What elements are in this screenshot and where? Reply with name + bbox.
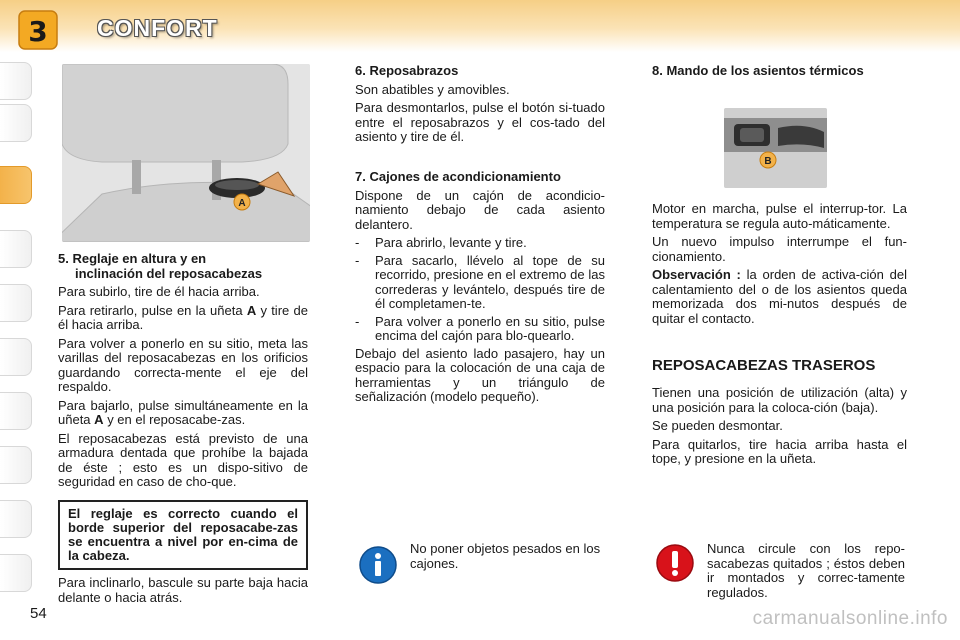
observation-label: Observación : [652, 267, 741, 282]
paragraph-7-2: Debajo del asiento lado pasajero, hay un espacio para la colocación de una caja de herramientas y un triángulo de señalización (modelo pequeño). [355, 345, 605, 404]
heading-8: 8. Mando de los asientos térmicos [652, 63, 864, 78]
heading-5-line1: 5. Reglaje en altura y en [58, 251, 207, 266]
chapter-number: 3 [28, 15, 48, 48]
section-title-rear-headrests: REPOSACABEZAS TRASEROS [652, 357, 876, 374]
side-tab-3-active[interactable] [0, 166, 32, 204]
info-note-text: No poner objetos pesados en los cajones. [410, 541, 601, 571]
paragraph-5-6: Para inclinarlo, bascule su parte baja hacia delante o hacia atrás. [58, 575, 308, 605]
paragraph-6-1: Son abatibles y amovibles. [355, 81, 510, 97]
side-tab-6[interactable] [0, 338, 32, 376]
warning-note-text: Nunca circule con los repo-sacabezas quitados ; éstos deben ir montados y correc-tamente regulados. [707, 541, 905, 600]
side-tab-4[interactable] [0, 230, 32, 268]
paragraph-r-3: Para quitarlos, tire hacia arriba hasta el tope, y presione en la uñeta. [652, 436, 907, 466]
paragraph-5-5: El reposacabezas está previsto de una armadura dentada que prohíbe la bajada de éste ; esto es un dispo-sitivo de seguridad en caso de cho-que. [58, 430, 308, 489]
paragraph-7-1: Dispone de un cajón de acondicio-namiento debajo de cada asiento delantero. [355, 187, 605, 232]
figure-label-a: A [238, 198, 246, 209]
paragraph-5-2: Para retirarlo, pulse en la uñeta A y tire de él hacia arriba. [58, 302, 308, 332]
column-3 [652, 202, 907, 330]
figure-label-b: B [764, 156, 772, 167]
page-number: 54 [30, 605, 47, 622]
heading-5 [58, 252, 308, 281]
side-tab-9[interactable] [0, 500, 32, 538]
paragraph-8-2: Un nuevo impulso interrumpe el fun-cionamiento. [652, 234, 907, 264]
headrest-figure [62, 64, 310, 242]
paragraph-5-3: Para volver a ponerlo en su sitio, meta las varillas del reposacabezas en los orificios guardando correcta-mente el eje del respaldo. [58, 335, 308, 394]
paragraph-5-1: Para subirlo, tire de él hacia arriba. [58, 284, 260, 299]
heading-5-line2: inclinación del reposacabezas [75, 265, 263, 281]
heated-seat-figure [724, 108, 827, 188]
info-icon [358, 545, 398, 585]
paragraph-5-4: Para bajarlo, pulse simultáneamente en la uñeta A y en el reposacabe-zas. [58, 397, 308, 427]
side-tab-10[interactable] [0, 554, 32, 592]
side-tab-7[interactable] [0, 392, 32, 430]
side-tab-8[interactable] [0, 446, 32, 484]
observation-paragraph: Observación : la orden de activa-ción del calentamiento del o de los asientos queda memorizada dos mi-nutos después de quitar el contacto. [652, 267, 907, 326]
watermark: carmanualsonline.info [752, 608, 948, 629]
headrest-note-box: El reglaje es correcto cuando el borde superior del reposacabe-zas se encuentra a nivel por en-cima de la cabeza. [58, 500, 308, 570]
heading-7: 7. Cajones de acondicionamiento [355, 169, 561, 184]
paragraph-6-2: Para desmontarlos, pulse el botón si-tuado entre el reposabrazos y el cos-tado del asiento y tire de él. [355, 100, 605, 144]
list-item: - Para volver a ponerlo en su sitio, pulse encima del cajón para blo-quearlo. [355, 313, 605, 343]
paragraph-r-1: Tienen una posición de utilización (alta) y una posición para la coloca-ción (baja). [652, 385, 907, 415]
column-1 [58, 252, 308, 494]
side-tab-2[interactable] [0, 104, 32, 142]
column-2-section-7 [355, 170, 605, 409]
list-item: - Para sacarlo, llévelo al tope de su recorrido, presione en el extremo de las correderas y levántelo, después tire de él completamen-te. [355, 252, 605, 311]
paragraph-8-1: Motor en marcha, pulse el interrup-tor. La temperatura se regula auto-máticamente. [652, 201, 907, 231]
side-tab-5[interactable] [0, 284, 32, 322]
chapter-badge [16, 8, 60, 52]
column-2 [355, 64, 605, 149]
exclamation-icon [655, 543, 695, 583]
heading-6: 6. Reposabrazos [355, 63, 459, 78]
rear-headrests-section [652, 357, 907, 471]
paragraph-r-2: Se pueden desmontar. [652, 418, 783, 433]
side-tab-1[interactable] [0, 62, 32, 100]
chapter-title: CONFORT [97, 15, 218, 41]
list-item: - Para abrirlo, levante y tire. [355, 235, 527, 250]
